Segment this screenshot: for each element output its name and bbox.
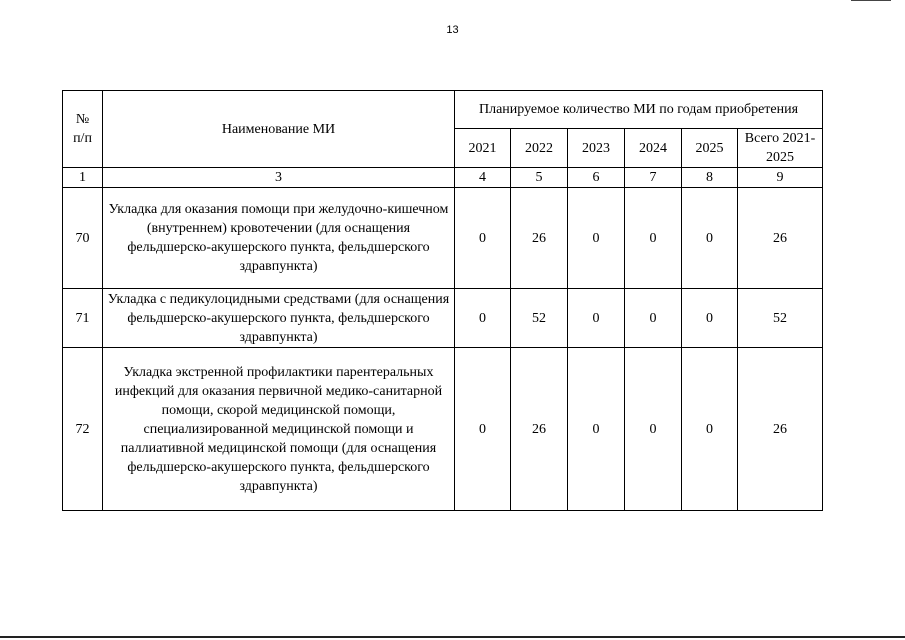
column-index: 9 xyxy=(738,168,823,188)
qty-2024: 0 xyxy=(625,348,682,511)
qty-2025: 0 xyxy=(682,289,738,348)
equipment-table xyxy=(62,90,823,511)
header-year-2023: 2023 xyxy=(568,129,625,168)
qty-2022: 52 xyxy=(511,289,568,348)
row-number: 70 xyxy=(63,188,103,289)
column-index: 5 xyxy=(511,168,568,188)
table-row xyxy=(63,188,823,289)
qty-2023: 0 xyxy=(568,348,625,511)
qty-2025: 0 xyxy=(682,348,738,511)
header-year-2021: 2021 xyxy=(455,129,511,168)
page-bottom-rule xyxy=(0,636,905,638)
qty-2025: 0 xyxy=(682,188,738,289)
item-name: Укладка экстренной профилактики парентеральных инфекций для оказания первичной медико-санитарной помощи, скорой медицинской помощи, специализированной медицинской помощи и паллиативной медицинской помощи (для оснащения фельдшерско-акушерского пункта, фельдшерского здравпункта) xyxy=(103,348,455,511)
header-year-2025: 2025 xyxy=(682,129,738,168)
table-row xyxy=(63,348,823,511)
column-index: 1 xyxy=(63,168,103,188)
column-index: 3 xyxy=(103,168,455,188)
qty-2024: 0 xyxy=(625,188,682,289)
header-year-2024: 2024 xyxy=(625,129,682,168)
page-number: 13 xyxy=(446,24,459,36)
item-name: Укладка для оказания помощи при желудочно-кишечном (внутреннем) кровотечении (для оснащения фельдшерско-акушерского пункта, фельдшерского здравпункта) xyxy=(103,188,455,289)
header-num: № п/п xyxy=(63,91,103,168)
column-index: 8 xyxy=(682,168,738,188)
item-name: Укладка с педикулоцидными средствами (для оснащения фельдшерско-акушерского пункта, фельдшерского здравпункта) xyxy=(103,289,455,348)
qty-2021: 0 xyxy=(455,289,511,348)
header-planned-group: Планируемое количество МИ по годам приобретения xyxy=(455,91,823,129)
header-year-2022: 2022 xyxy=(511,129,568,168)
column-index: 4 xyxy=(455,168,511,188)
qty-2023: 0 xyxy=(568,289,625,348)
header-row-top xyxy=(63,91,823,129)
qty-2022: 26 xyxy=(511,348,568,511)
qty-2021: 0 xyxy=(455,348,511,511)
qty-2021: 0 xyxy=(455,188,511,289)
header-total: Всего 2021-2025 xyxy=(738,129,823,168)
corner-rule xyxy=(851,0,891,1)
header-name: Наименование МИ xyxy=(103,91,455,168)
table-row xyxy=(63,289,823,348)
qty-total: 26 xyxy=(738,348,823,511)
column-index-row xyxy=(63,168,823,188)
row-number: 71 xyxy=(63,289,103,348)
qty-total: 26 xyxy=(738,188,823,289)
qty-2023: 0 xyxy=(568,188,625,289)
column-index: 6 xyxy=(568,168,625,188)
qty-total: 52 xyxy=(738,289,823,348)
qty-2022: 26 xyxy=(511,188,568,289)
qty-2024: 0 xyxy=(625,289,682,348)
row-number: 72 xyxy=(63,348,103,511)
column-index: 7 xyxy=(625,168,682,188)
